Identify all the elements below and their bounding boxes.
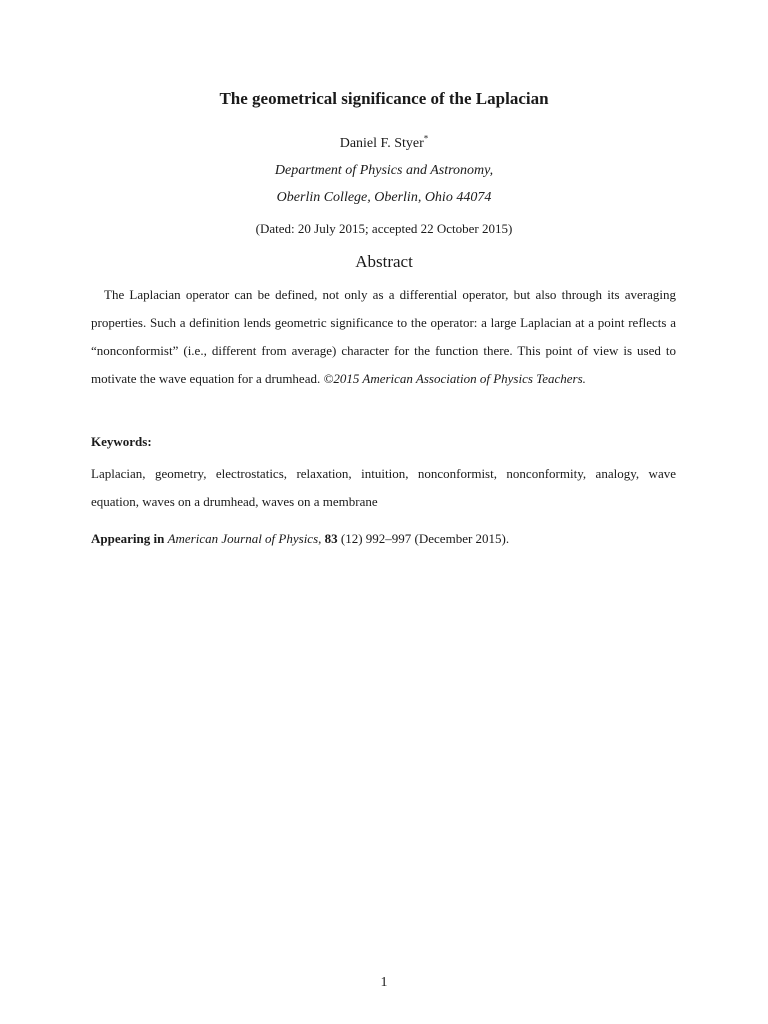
dated-line: (Dated: 20 July 2015; accepted 22 October 2015): [255, 221, 513, 236]
abstract-heading: Abstract: [355, 252, 413, 271]
author-footnote-mark: *: [423, 133, 429, 144]
abstract-text: [91, 281, 676, 393]
author-name-text: Daniel F. Styer: [339, 136, 424, 151]
affiliation-department: Department of Physics and Astronomy,: [274, 163, 494, 178]
abstract-body-text: The Laplacian operator can be defined, not only as a differential operator, but also through its averaging properties. Such a definition lends geometric significance to the operator: a large Laplacian at a point reflects a “nonconformist” (i.e., different from average) character for the function there. This point of view is used to motivate the wave equation for a drumhead.: [91, 287, 676, 386]
appearing-in-label: Appearing in: [91, 531, 165, 546]
appearing-in-line: [91, 531, 509, 547]
citation-details: (12) 992–997 (December 2015).: [337, 531, 510, 546]
page-number: 1: [380, 975, 388, 990]
author-name: [0, 133, 768, 152]
abstract-copyright: ©2015 American Association of Physics Teachers.: [323, 371, 586, 386]
affiliation-institution: Oberlin College, Oberlin, Ohio 44074: [276, 190, 492, 205]
keywords-text: Laplacian, geometry, electrostatics, relaxation, intuition, nonconformist, nonconformity, analogy, wave equation, waves on a drumhead, waves on a membrane: [91, 466, 676, 509]
citation-separator: ,: [318, 531, 325, 546]
paper-title: The geometrical significance of the Laplacian: [219, 89, 549, 108]
keywords-label: Keywords:: [91, 434, 152, 449]
journal-volume: 83: [324, 531, 338, 546]
journal-name: American Journal of Physics: [167, 531, 319, 546]
